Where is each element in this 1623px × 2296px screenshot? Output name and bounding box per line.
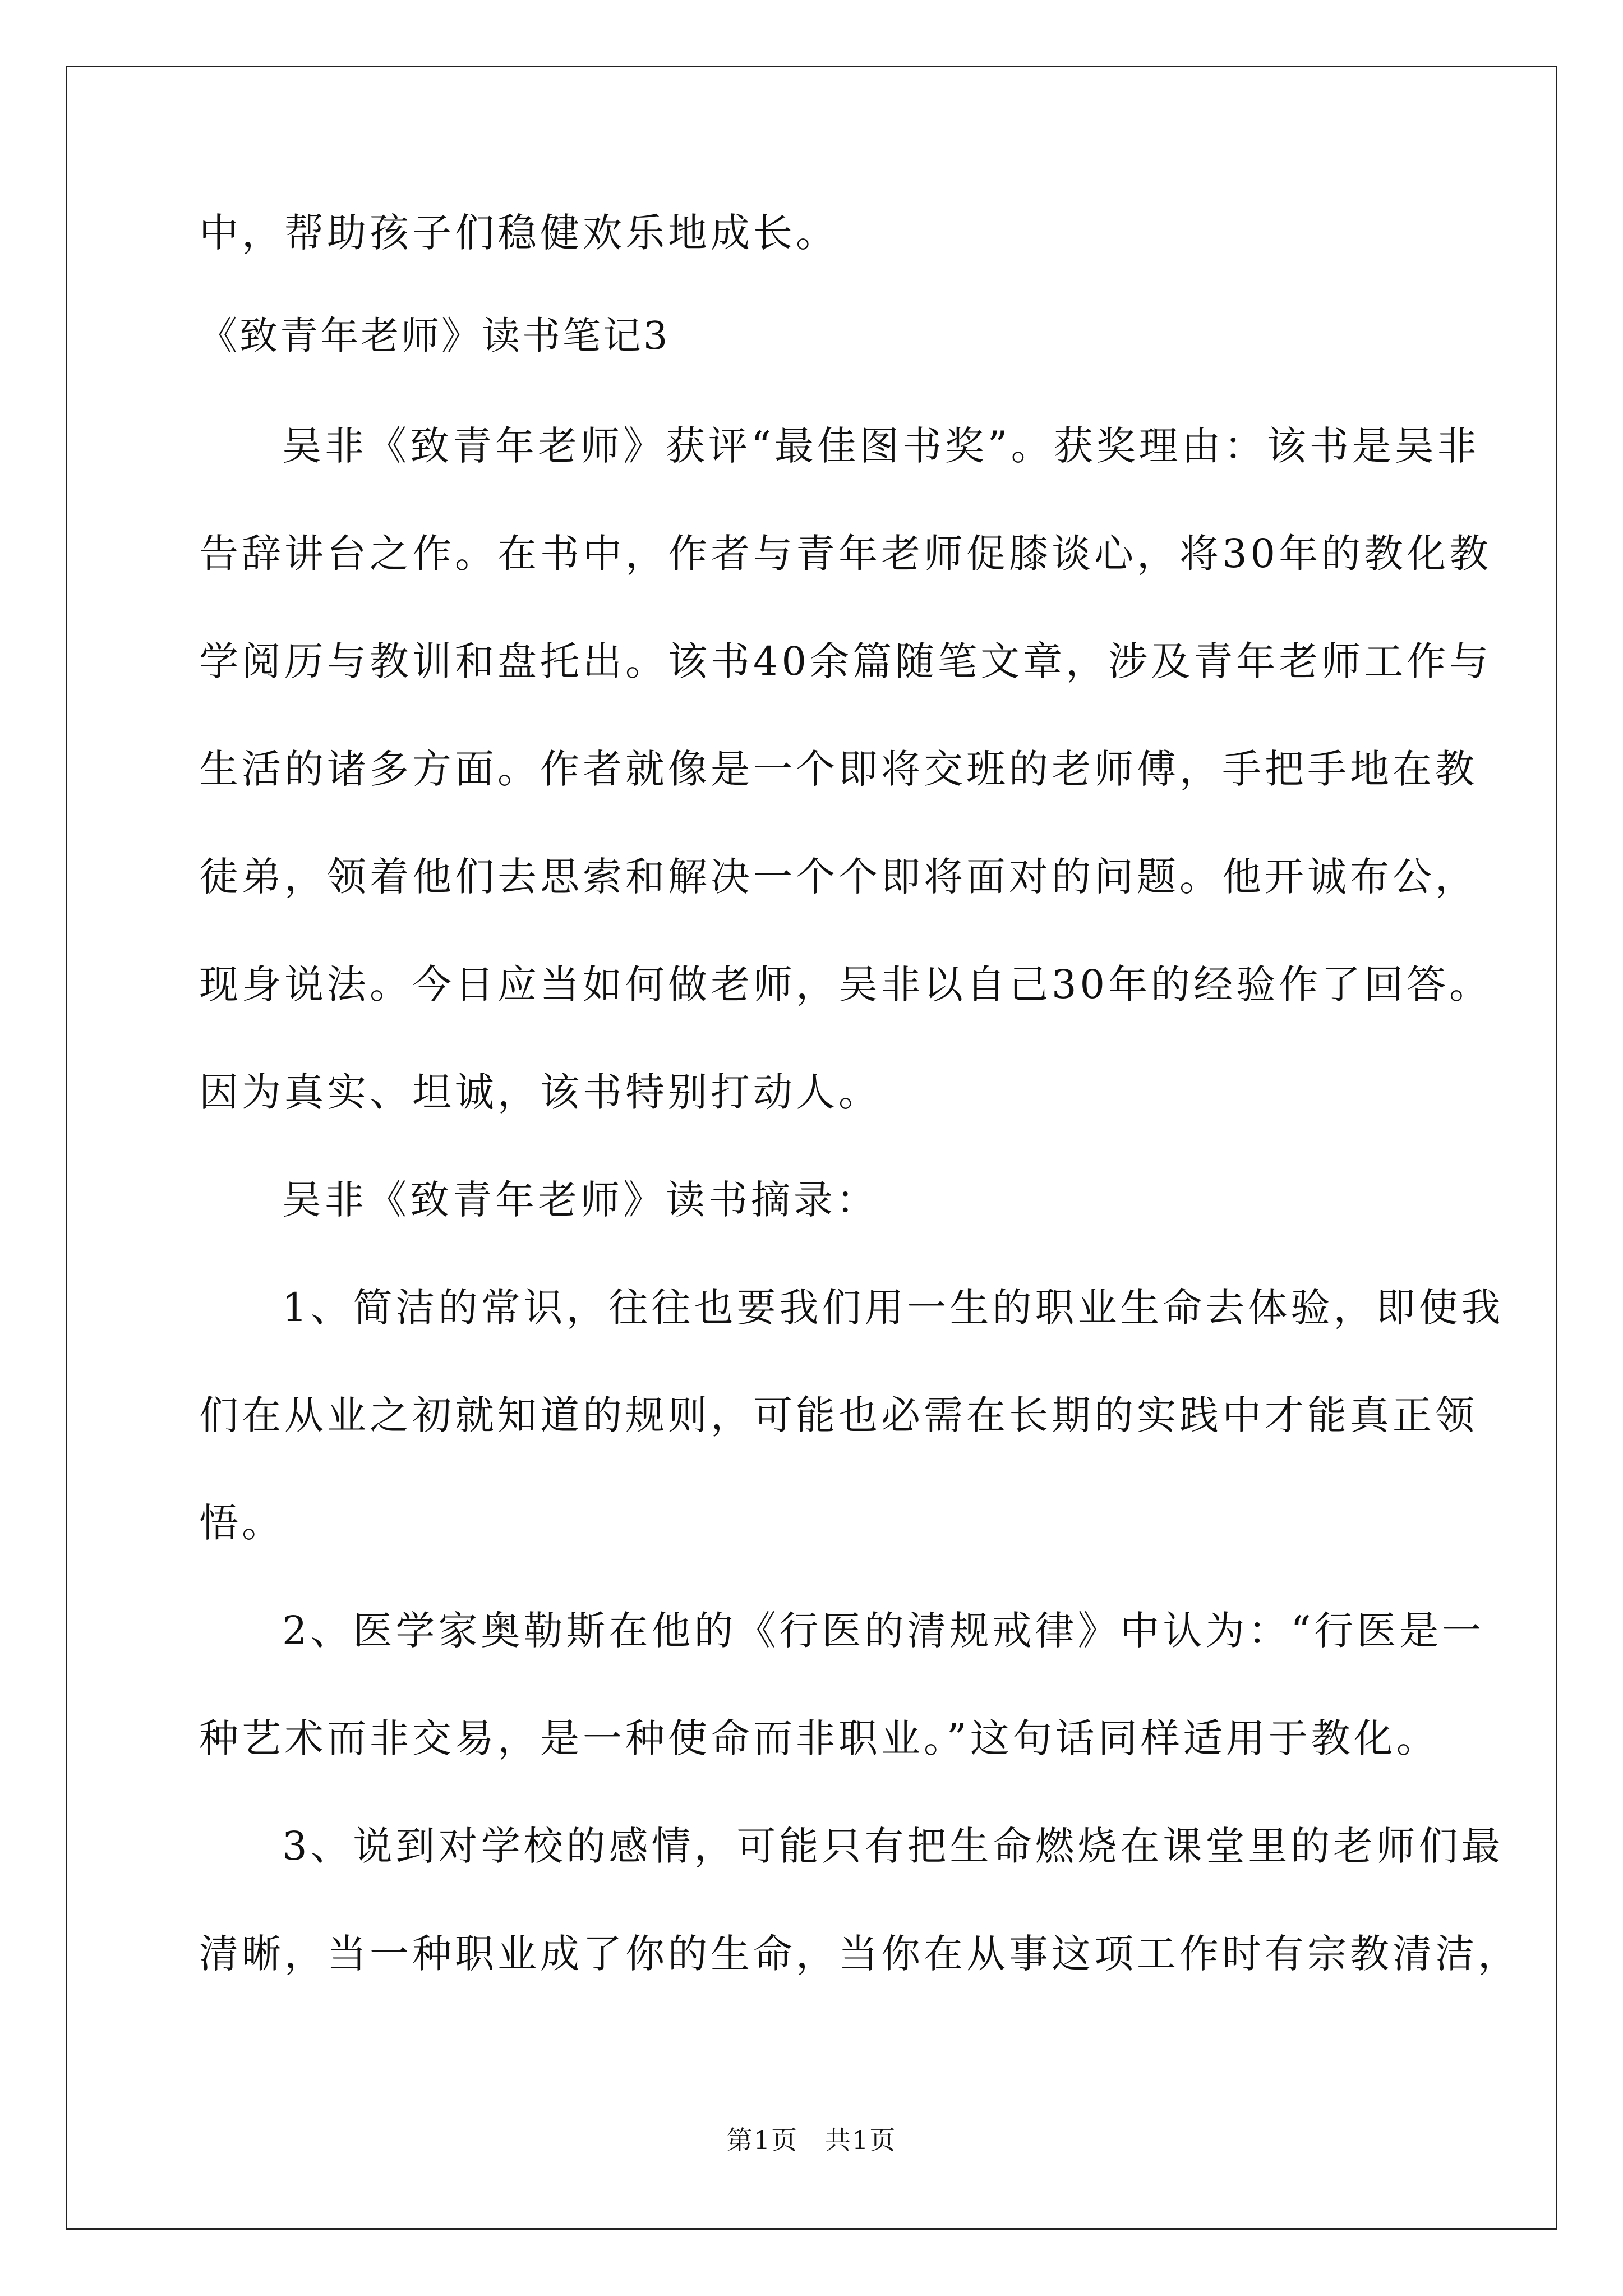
body-line: 徒弟，领着他们去思索和解决一个个即将面对的问题。他开诚布公， <box>199 854 1478 900</box>
body-line: 种艺术而非交易，是一种使命而非职业。”这句话同样适用于教化。 <box>199 1715 1439 1761</box>
body-line: 因为真实、坦诚，该书特别打动人。 <box>199 1069 881 1115</box>
body-line: 中，帮助孩子们稳健欢乐地成长。 <box>199 210 838 256</box>
page-border <box>66 66 1557 2230</box>
body-line: 清晰，当一种职业成了你的生命，当你在从事这项工作时有宗教清洁， <box>199 1931 1520 1977</box>
body-line: 们在从业之初就知道的规则，可能也必需在长期的实践中才能真正领 <box>199 1392 1478 1438</box>
body-line: 1、简洁的常识，往往也要我们用一生的职业生命去体验，即使我 <box>282 1285 1504 1331</box>
body-line: 吴非《致青年老师》读书摘录： <box>282 1177 879 1223</box>
body-line: 吴非《致青年老师》获评“最佳图书奖”。获奖理由：该书是吴非 <box>282 423 1480 469</box>
body-line: 生活的诸多方面。作者就像是一个即将交班的老师傅，手把手地在教 <box>199 746 1478 792</box>
body-line: 告辞讲台之作。在书中，作者与青年老师促膝谈心，将30年的教化教 <box>199 531 1492 577</box>
body-line: 2、医学家奥勒斯在他的《行医的清规戒律》中认为：“行医是一 <box>282 1608 1485 1654</box>
page-number-footer: 第1页 共1页 <box>726 2125 897 2155</box>
body-line: 3、说到对学校的感情，可能只有把生命燃烧在课堂里的老师们最 <box>282 1823 1504 1869</box>
body-line: 悟。 <box>199 1500 284 1546</box>
body-line: 学阅历与教训和盘托出。该书40余篇随笔文章，涉及青年老师工作与 <box>199 638 1492 684</box>
body-line: 现身说法。今日应当如何做老师，吴非以自己30年的经验作了回答。 <box>199 961 1492 1007</box>
section-heading: 《致青年老师》读书笔记3 <box>199 314 670 358</box>
